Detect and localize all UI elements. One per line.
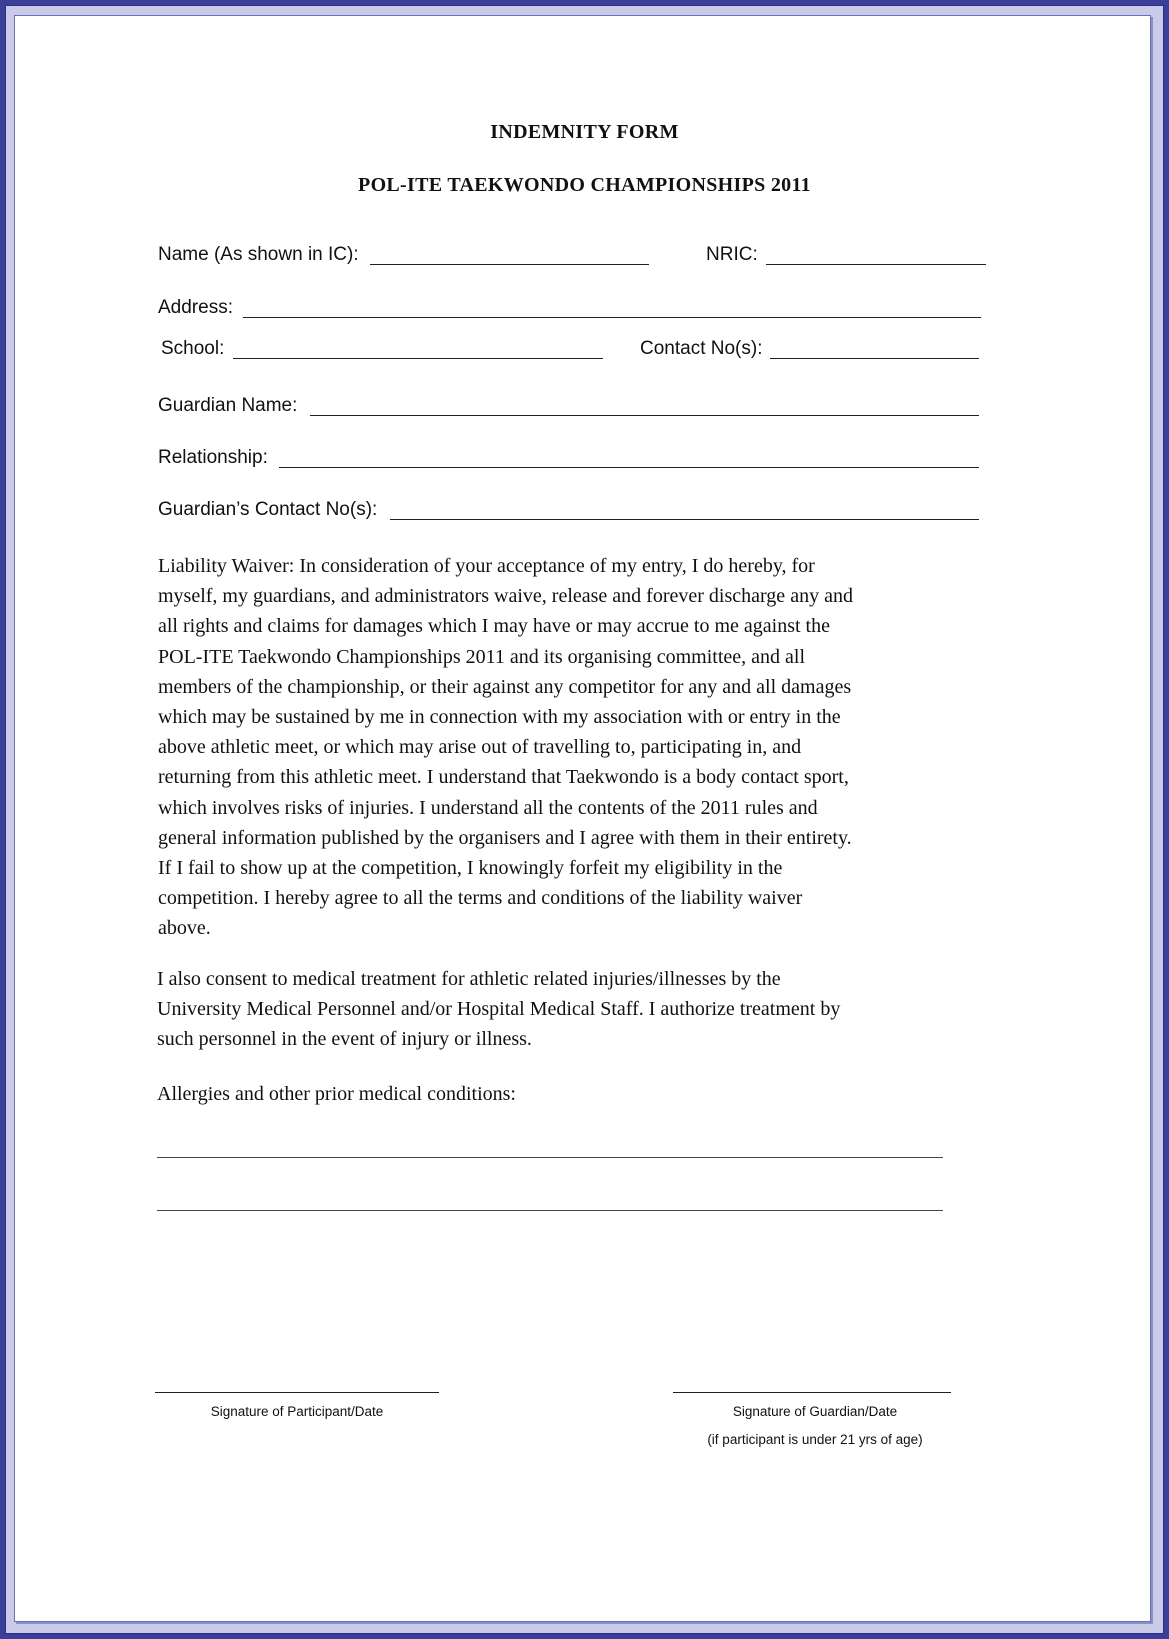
guardian-signature-field[interactable] (673, 1392, 951, 1393)
relationship-label: Relationship: (158, 447, 268, 468)
waiver-line: general information published by the organisers and I agree with them in their entirety. (158, 826, 852, 849)
guardian-contact-field[interactable] (390, 519, 979, 520)
nric-field[interactable] (766, 264, 986, 265)
school-field[interactable] (233, 358, 603, 359)
form-title: INDEMNITY FORM (490, 121, 679, 143)
waiver-line: returning from this athletic meet. I understand that Taekwondo is a body contact sport, (158, 766, 849, 789)
relationship-field[interactable] (279, 467, 979, 468)
waiver-line: which involves risks of injuries. I understand all the contents of the 2011 rules and (158, 796, 818, 819)
guardian-age-note: (if participant is under 21 yrs of age) (707, 1432, 923, 1447)
waiver-line: If I fail to show up at the competition, I knowingly forfeit my eligibility in the (158, 857, 783, 880)
participant-signature-label: Signature of Participant/Date (210, 1404, 384, 1419)
name-field[interactable] (370, 264, 649, 265)
waiver-line: competition. I hereby agree to all the terms and conditions of the liability waiver (158, 887, 803, 910)
contact-label: Contact No(s): (640, 338, 763, 359)
allergies-label: Allergies and other prior medical conditions: (157, 1083, 516, 1105)
liability-waiver-paragraph (158, 551, 958, 944)
waiver-line: all rights and claims for damages which I may have or may accrue to me against the (158, 615, 830, 638)
allergies-line-2[interactable] (157, 1210, 943, 1211)
waiver-line: myself, my guardians, and administrators waive, release and forever discharge any and (158, 585, 853, 608)
guardian-name-field[interactable] (310, 415, 979, 416)
guardian-name-label: Guardian Name: (158, 395, 298, 416)
nric-label: NRIC: (706, 244, 758, 265)
consent-line: University Medical Personnel and/or Hospital Medical Staff. I authorize treatment by (157, 998, 841, 1021)
school-label: School: (161, 338, 225, 359)
guardian-signature-label: Signature of Guardian/Date (732, 1404, 898, 1419)
medical-consent-paragraph (157, 964, 957, 1055)
form-subtitle: POL-ITE TAEKWONDO CHAMPIONSHIPS 2011 (358, 174, 811, 196)
participant-signature-field[interactable] (155, 1392, 439, 1393)
consent-line: such personnel in the event of injury or illness. (157, 1028, 532, 1051)
waiver-line: POL-ITE Taekwondo Championships 2011 and its organising committee, and all (158, 645, 806, 668)
waiver-line: Liability Waiver: In consideration of your acceptance of my entry, I do hereby, for (158, 555, 815, 577)
waiver-line: above. (158, 917, 211, 940)
name-label: Name (As shown in IC): (158, 244, 359, 265)
waiver-line: which may be sustained by me in connection with my association with or entry in the (158, 706, 841, 729)
consent-line: I also consent to medical treatment for athletic related injuries/illnesses by the (157, 968, 781, 990)
address-label: Address: (158, 297, 233, 318)
allergies-line-1[interactable] (157, 1157, 943, 1158)
guardian-contact-label: Guardian’s Contact No(s): (158, 499, 378, 520)
waiver-line: members of the championship, or their against any competitor for any and all damages (158, 675, 852, 698)
waiver-line: above athletic meet, or which may arise out of travelling to, participating in, and (158, 736, 802, 759)
address-field[interactable] (243, 317, 981, 318)
contact-field[interactable] (770, 358, 979, 359)
